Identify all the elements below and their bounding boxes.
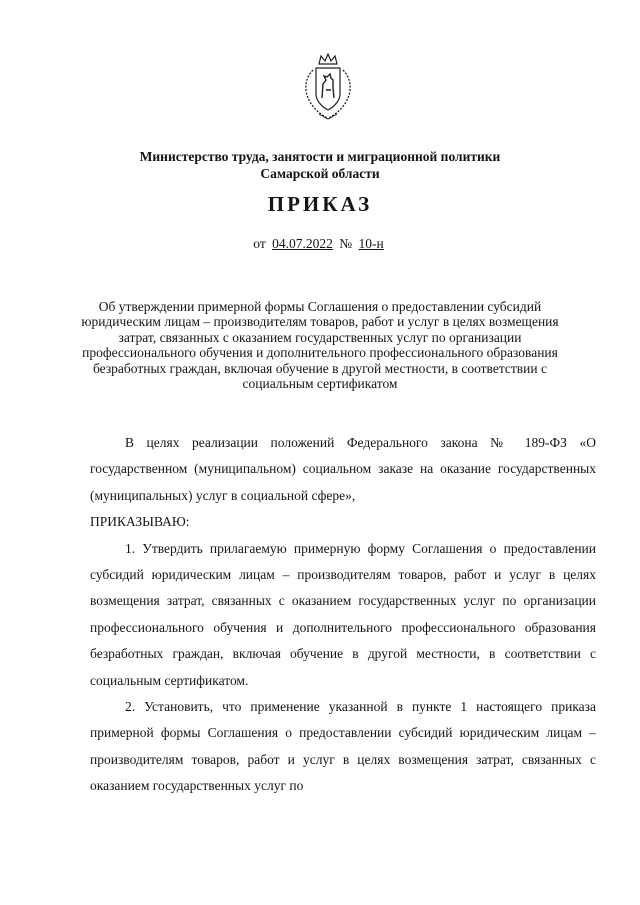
order-subject: Об утверждении примерной формы Соглашения о предоставлении субсидий юридическим лицам – производителям товаров, работ и услуг в целях возмещения затрат, связанных с оказанием государственных услуг по организации профессионального обучения и дополнительного профессионального образования безработных граждан, включая обучение в другой местности, в соответствии с социальным сертификатом (81, 299, 559, 392)
item-2-paragraph: 2. Установить, что применение указанной в пункте 1 настоящего приказа примерной формы Соглашения о предоставлении субсидий юридическим лицам – производителям товаров, работ и услуг в целях возмещения затрат, связанных с оказанием государственных услуг по (90, 699, 596, 794)
document-type-title: ПРИКАЗ (267, 192, 373, 216)
order-word: ПРИКАЗЫВАЮ: (90, 514, 190, 530)
samara-coat-of-arms-emblem (297, 52, 359, 122)
item-1-paragraph: 1. Утвердить прилагаемую примерную форму Соглашения о предоставлении субсидий юридическим лицам – производителям товаров, работ и услуг в целях возмещения затрат, связанных с оказанием государственных услуг по организации профессионального обучения и дополнительного профессионального образования безработных граждан, включая обучение в другой местности, в соответствии с социальным сертификатом. (90, 540, 596, 688)
order-date-number (0, 236, 640, 252)
order-date: 04.07.2022 (272, 236, 333, 251)
order-body (90, 430, 596, 800)
ministry-name-line2: Самарской области (260, 166, 380, 181)
ministry-name (60, 148, 580, 182)
date-prefix: от (253, 236, 266, 251)
number-sign: № (339, 236, 353, 251)
ministry-name-line1: Министерство труда, занятости и миграционной политики (139, 149, 501, 164)
order-number: 10-н (358, 236, 384, 251)
preamble-paragraph: В целях реализации положений Федерального закона № 189-ФЗ «О государственном (муниципальном) социальном заказе на оказание государственных (муниципальных) услуг в социальной сфере», (90, 435, 596, 503)
